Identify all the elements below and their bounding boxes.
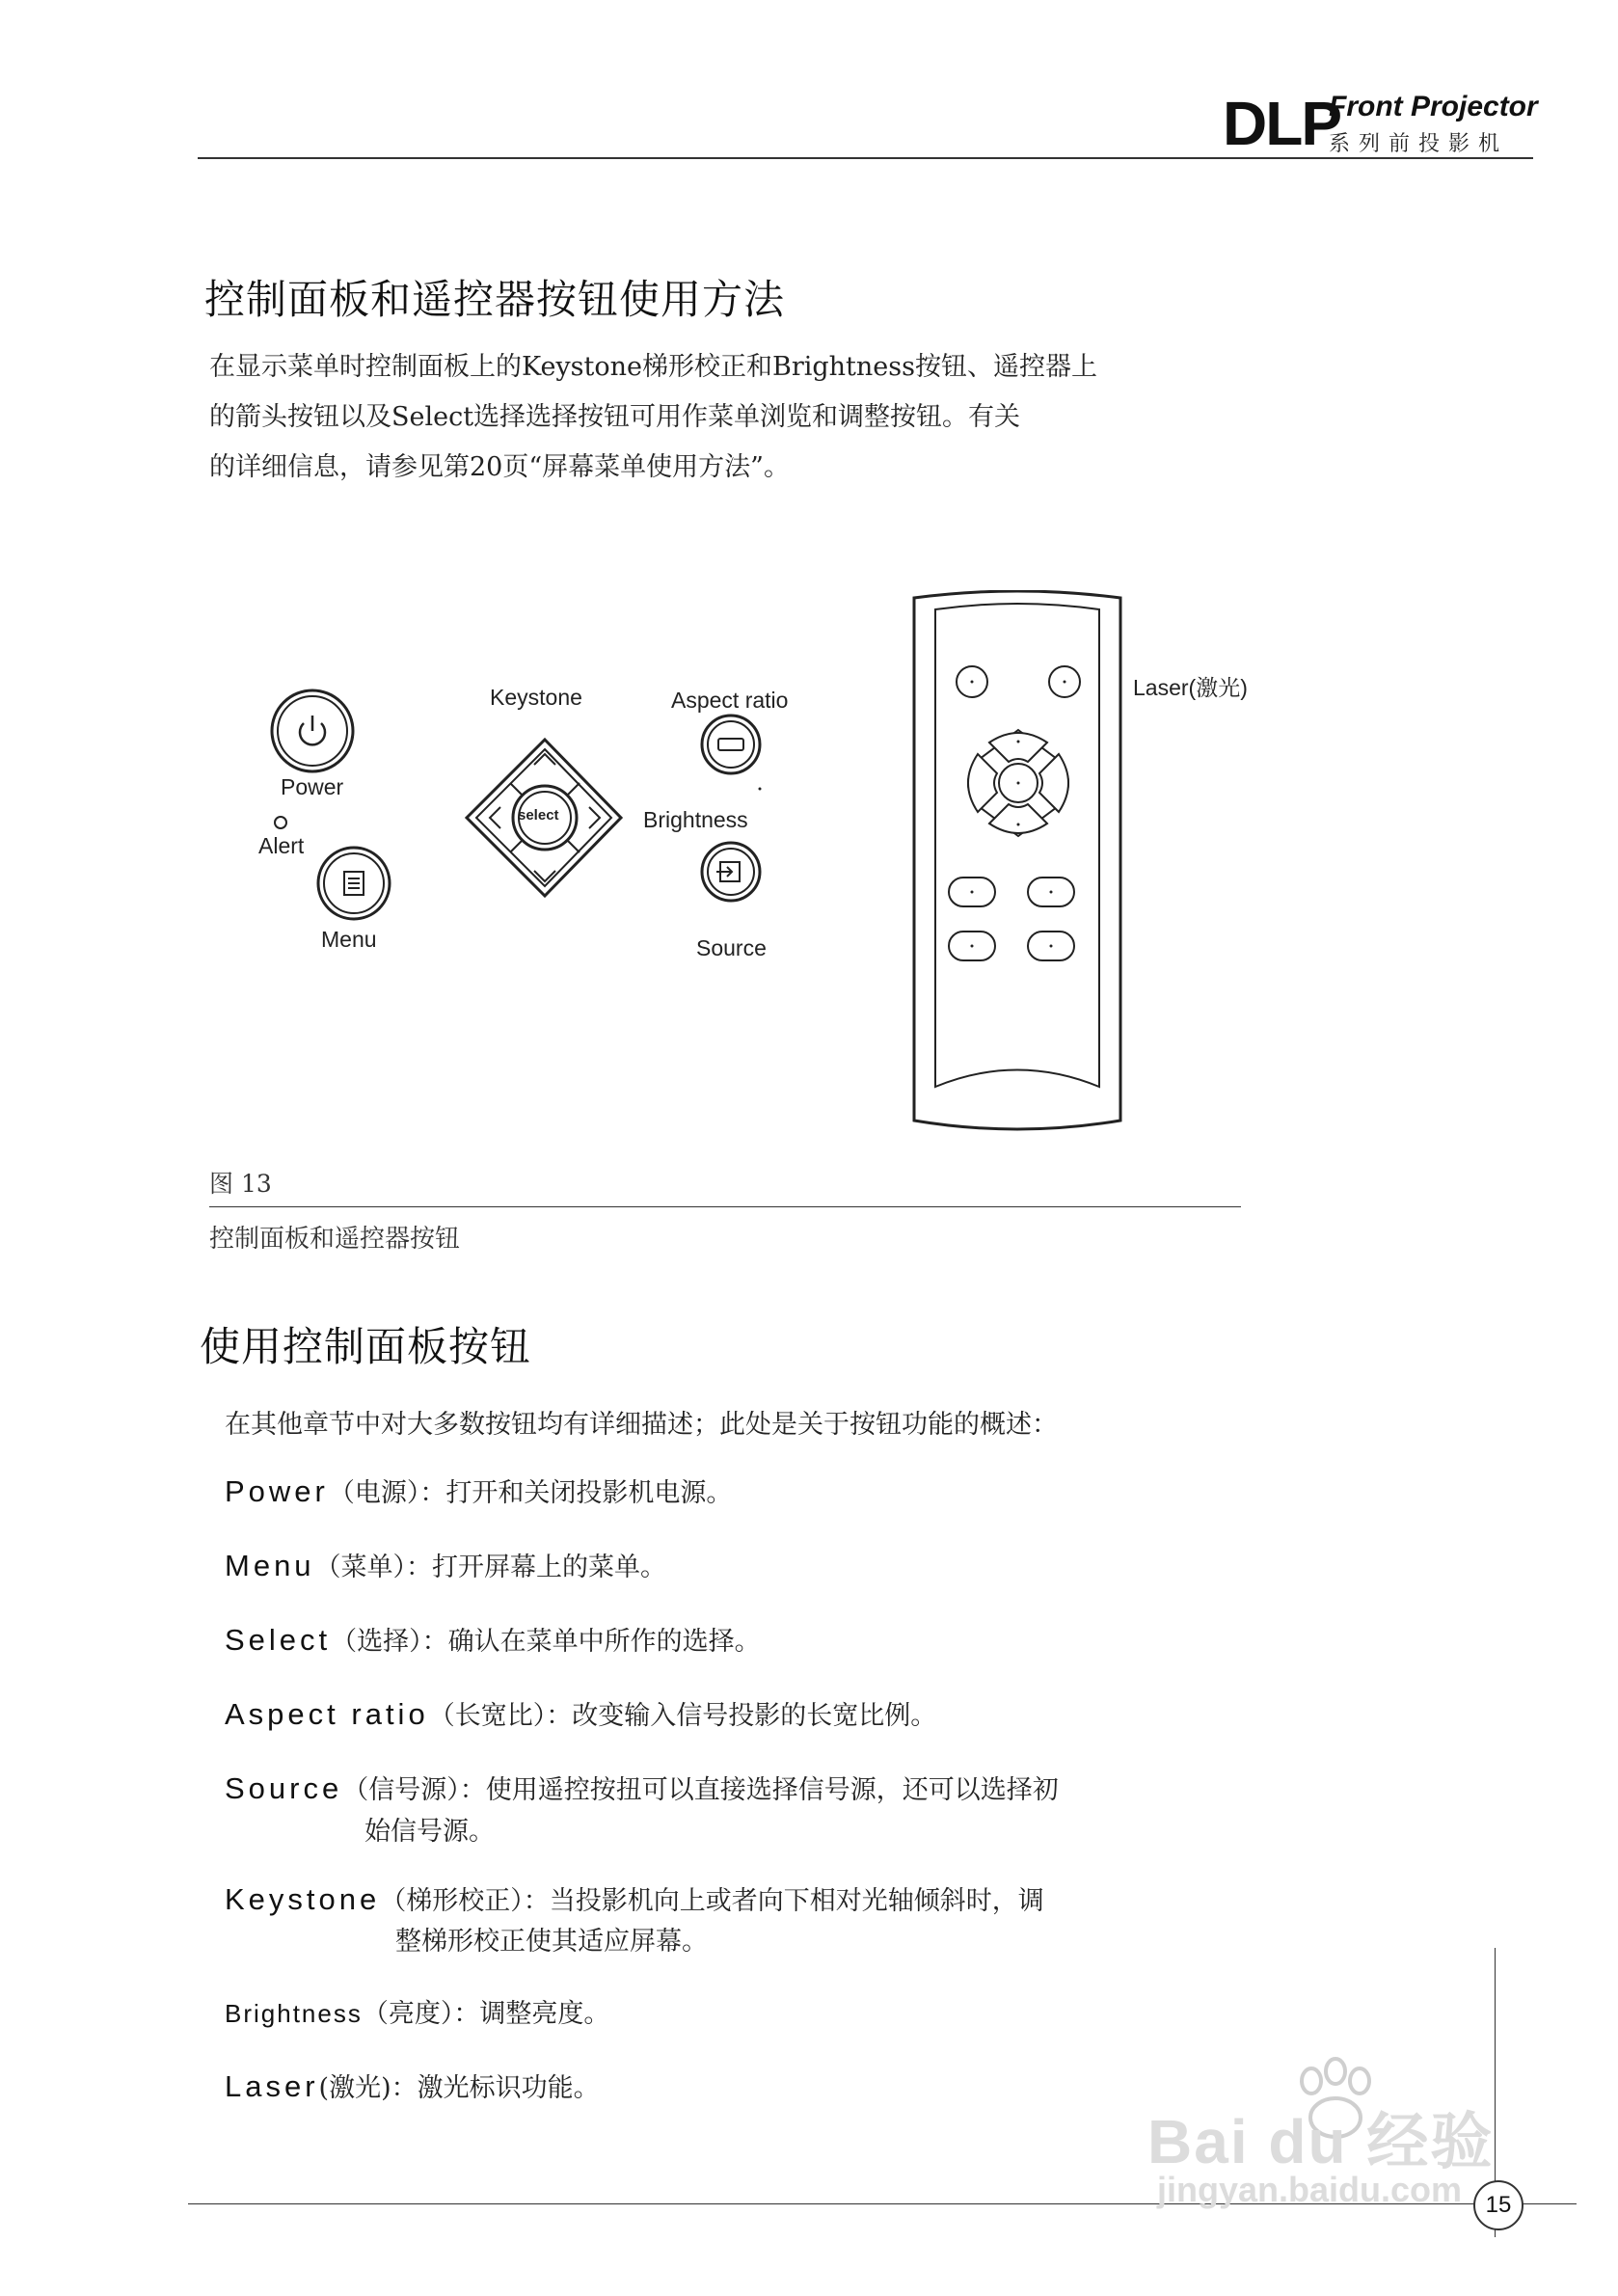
label-power: Power: [281, 774, 344, 799]
source-button: [702, 843, 760, 901]
remote-body: [914, 591, 1120, 1129]
label-source: Source: [696, 935, 767, 960]
desc-laser: (激光)：激光标识功能。: [318, 2073, 600, 2103]
label-keystone: Keystone: [490, 685, 582, 710]
para-line-3: 的详细信息，请参见第20页“屏幕菜单使用方法”。: [209, 452, 790, 482]
label-menu: Menu: [321, 927, 377, 952]
term-power: Power: [225, 1474, 329, 1508]
remote-control-diagram: [906, 590, 1128, 1138]
term-source: Source: [225, 1771, 343, 1805]
section2-intro: 在其他章节中对大多数按钮均有详细描述；此处是关于按钮功能的概述：: [225, 1410, 1058, 1440]
definition-keystone: [225, 1880, 1044, 1921]
label-aspect-ratio: Aspect ratio: [671, 688, 789, 713]
aspect-ratio-button: [702, 716, 760, 773]
label-select: select: [518, 807, 559, 824]
term-laser: Laser: [225, 2069, 319, 2103]
term-select: Select: [225, 1623, 332, 1657]
desc-brightness: （亮度）：调整亮度。: [362, 1999, 610, 2029]
para-line-1: 在显示菜单时控制面板上的Keystone梯形校正和Brightness按钮、遥控器上: [209, 352, 1097, 382]
term-aspect-ratio: Aspect ratio: [225, 1697, 429, 1731]
section1-title: 控制面板和遥控器按钮使用方法: [204, 276, 786, 323]
figure-caption: 控制面板和遥控器按钮: [209, 1225, 461, 1254]
section2-title: 使用控制面板按钮: [200, 1323, 532, 1370]
alert-led: [275, 817, 286, 828]
label-alert: Alert: [258, 833, 305, 858]
logo-line2: 系列前投影机: [1329, 132, 1509, 156]
menu-button: [318, 848, 390, 919]
term-brightness: Brightness: [225, 1999, 363, 2028]
watermark-url: jingyan.baidu.com: [1157, 2170, 1463, 2209]
desc-keystone: （梯形校正）：当投影机向上或者向下相对光轴倾斜时，调: [380, 1886, 1044, 1916]
desc-source: （信号源）：使用遥控按扭可以直接选择信号源，还可以选择初: [342, 1775, 1059, 1805]
definition-source: [225, 1769, 1059, 1810]
label-brightness: Brightness: [643, 807, 748, 832]
desc-menu: （菜单）：打开屏幕上的菜单。: [314, 1553, 667, 1582]
dlp-logo: [1223, 89, 1541, 160]
term-keystone: Keystone: [225, 1882, 381, 1916]
power-button: [272, 690, 353, 771]
definition-aspect-ratio: [225, 1695, 936, 1736]
desc-keystone-cont: 整梯形校正使其适应屏幕。: [395, 1927, 708, 1957]
term-menu: Menu: [225, 1549, 315, 1582]
desc-select: （选择）：确认在菜单中所作的选择。: [331, 1627, 761, 1657]
caption-rule: [209, 1206, 1241, 1207]
section1-paragraph: [209, 342, 1270, 493]
logo-line1: Front Projector: [1329, 91, 1538, 122]
label-laser: Laser(激光): [1133, 675, 1248, 700]
para-line-2: 的箭头按钮以及Select选择选择按钮可用作菜单浏览和调整按钮。有关: [209, 402, 1021, 432]
definition-menu: [225, 1547, 666, 1587]
figure-number: 图 13: [209, 1170, 272, 1198]
watermark-main: Bai du 经验: [1147, 2107, 1495, 2176]
definition-laser: [225, 2067, 600, 2108]
definition-brightness: [225, 1994, 609, 2034]
definition-power: [225, 1472, 732, 1513]
desc-source-cont: 始信号源。: [364, 1817, 495, 1847]
logo-dlp-text: DLP: [1223, 89, 1340, 158]
page-number: 15: [1485, 2192, 1512, 2218]
desc-power: （电源）：打开和关闭投影机电源。: [328, 1478, 733, 1508]
definition-select: [225, 1621, 761, 1661]
baidu-watermark: [1147, 2054, 1552, 2218]
desc-aspect-ratio: （长宽比）：改变输入信号投影的长宽比例。: [428, 1701, 937, 1731]
